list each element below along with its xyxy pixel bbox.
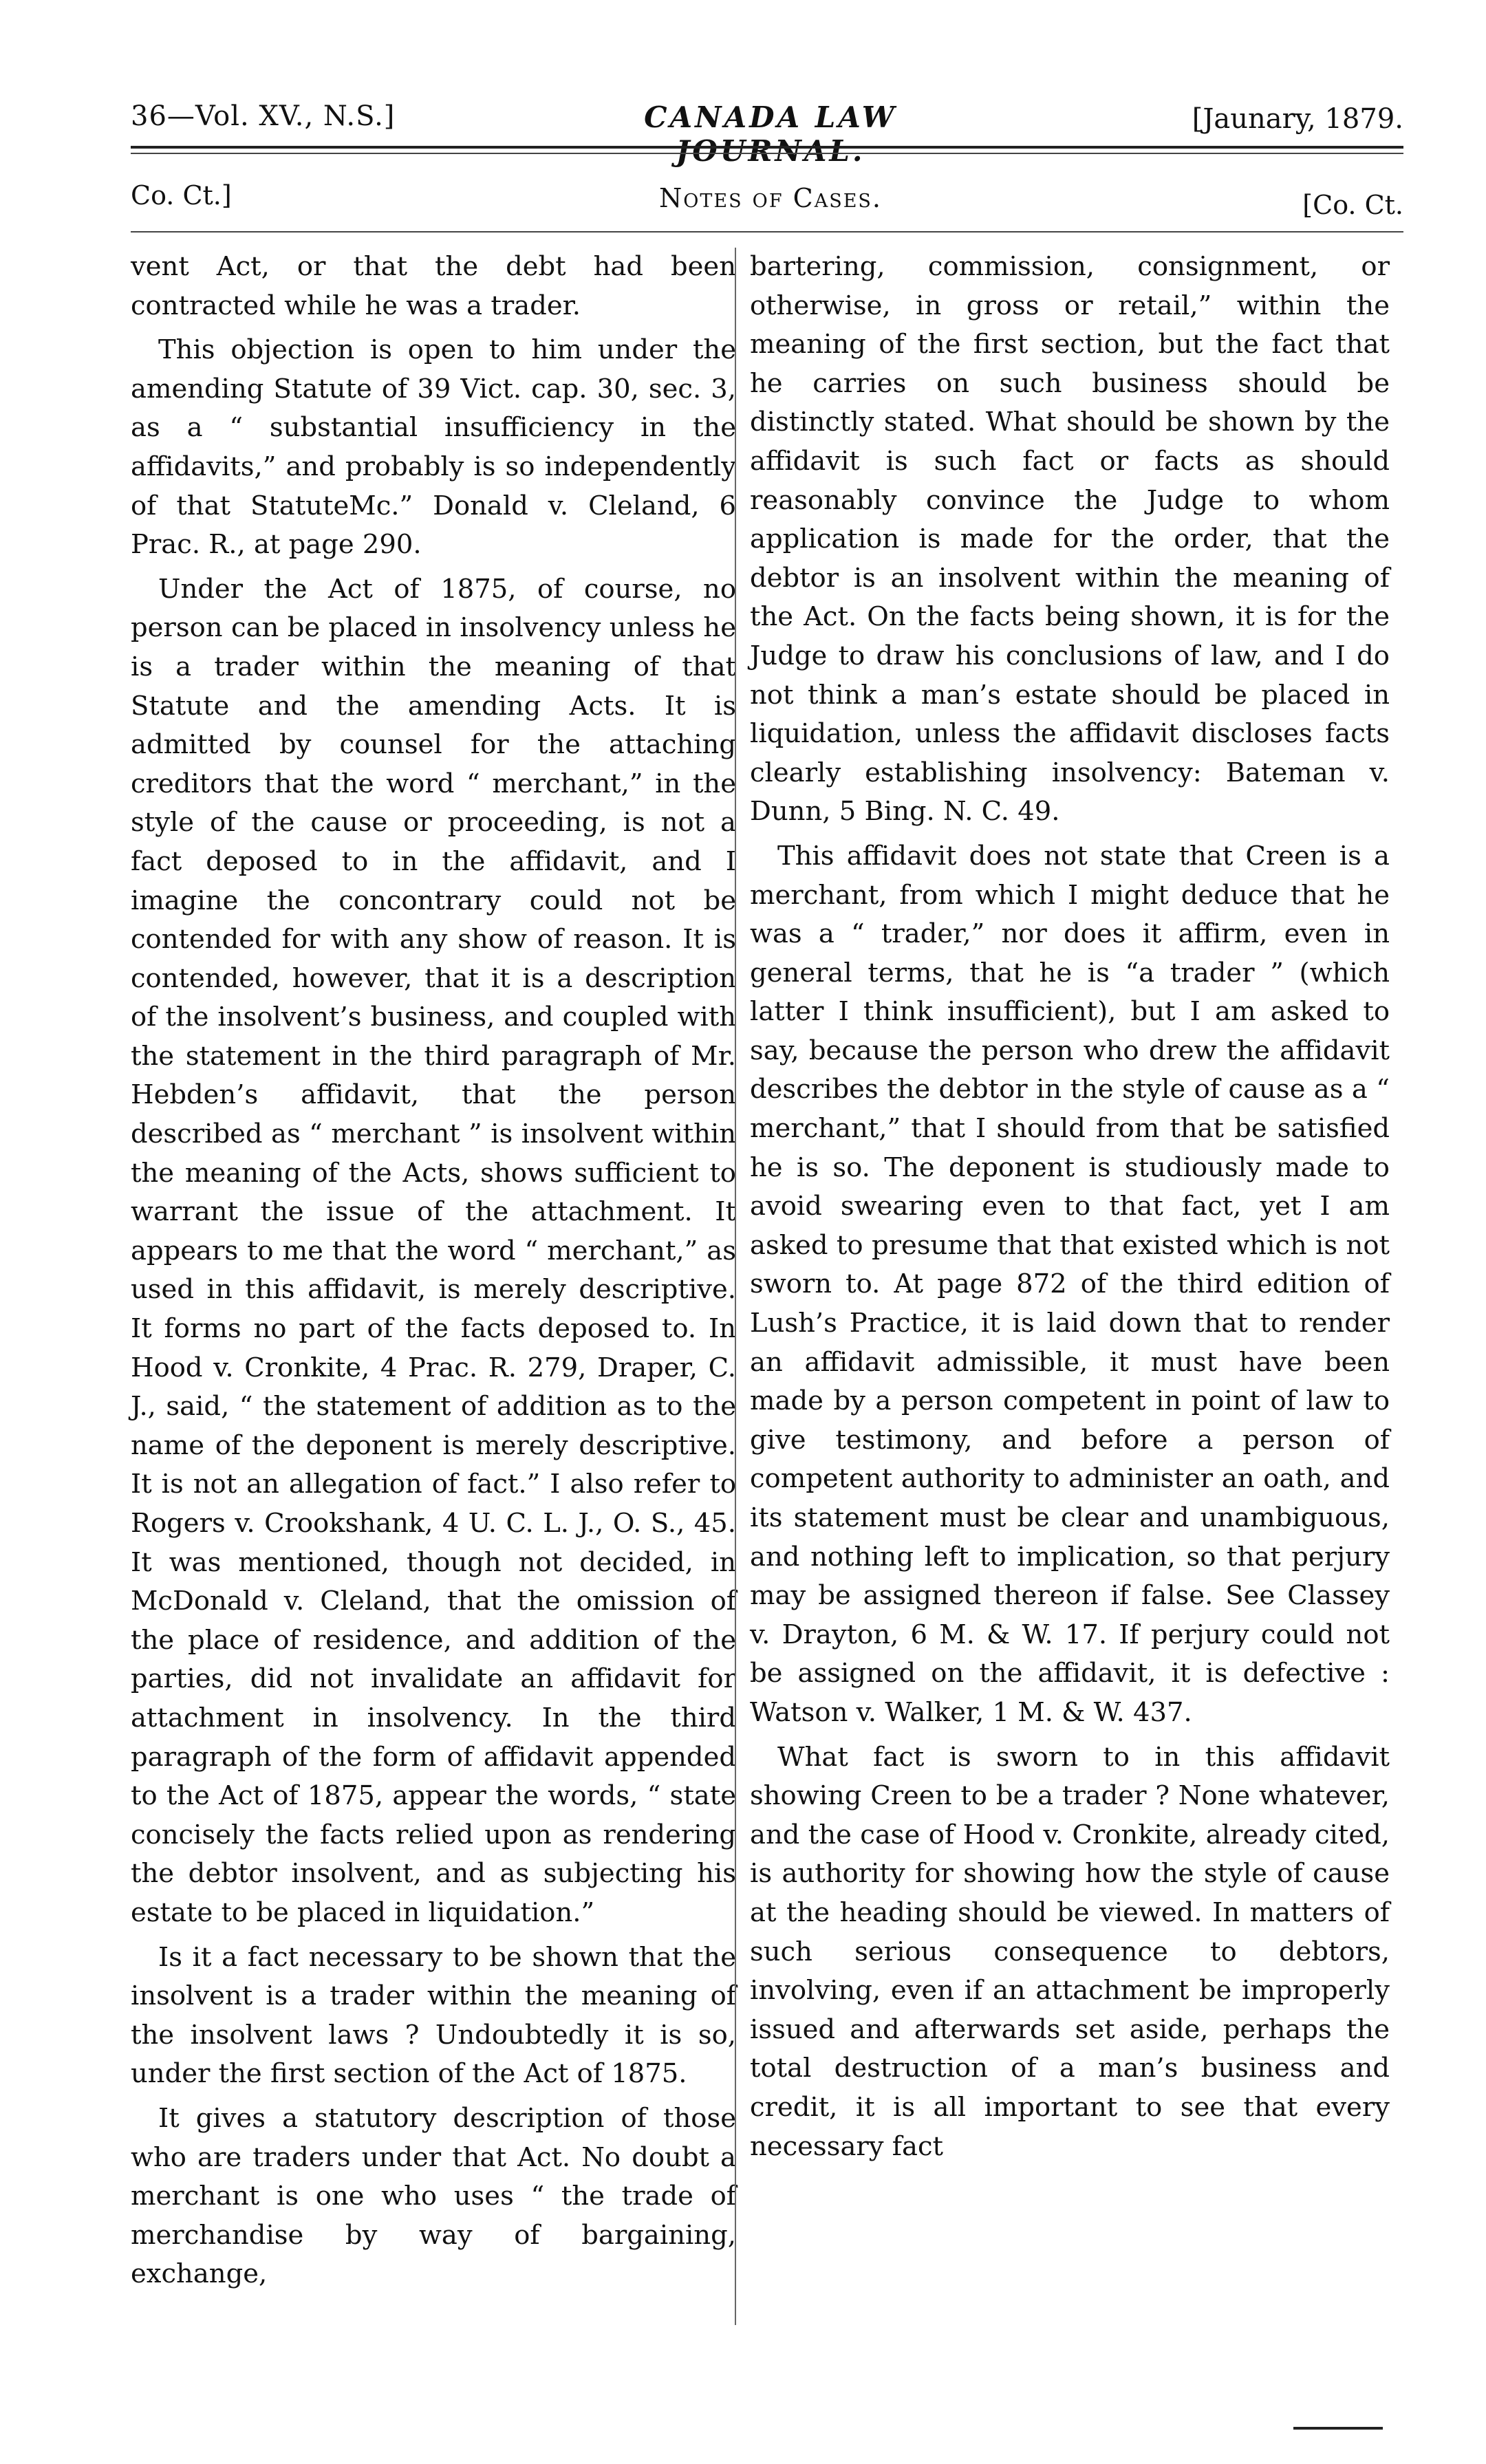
- header-volume: 36—Vol. XV., N.S.]: [131, 100, 396, 132]
- header-rule-thin: [131, 153, 1403, 154]
- column-divider: [735, 248, 736, 2325]
- header-date: [Jaunary, 1879.: [1192, 103, 1403, 135]
- section-rule: [131, 231, 1403, 233]
- left-paragraph-5: It gives a statutory description of those who are traders under that Act. No doubt a merchant is one who uses “ the trade of merchandise by way of bargaining, exchange,: [131, 2102, 736, 2290]
- left-paragraph-4: Is it a fact necessary to be shown that the insolvent is a trader within the meaning of the insolvent laws ? Undoubtedly it is so, under the first section of the Act of 1875.: [131, 1941, 736, 2090]
- section-court-right: [Co. Ct.: [1302, 190, 1403, 220]
- right-paragraph-1: bartering, commission, consignment, or otherwise, in gross or retail,” within the meaning of the first section, but the fact that he carries on such business should be distinctly stated. What should be shown by the affidavit is such fact or facts as should reasonably convince the Judge to whom application is made for the order, that the debtor is an insolvent within the meaning of the Act. On the facts being shown, it is for the Judge to draw his conclusions of law, and I do not think a man’s estate should be placed in liquidation, unless the affidavit discloses facts clearly establishing insolvency: Bateman v. Dunn, 5 Bing. N. C. 49.: [750, 251, 1390, 828]
- left-paragraph-3: Under the Act of 1875, of course, no person can be placed in insolvency unless he is a trader within the meaning of that Statute and the amending Acts. It is admitted by counsel for the attaching creditors that the word “ merchant,” in the style of the cause or proceeding, is not a fact deposed to in the affidavit, and I imagine the concontrary could not be contended for with any show of reason. It is contended, however, that it is a description of the insolvent’s business, and coupled with the statement in the third paragraph of Mr. Hebden’s affidavit, that the person described as “ merchant ” is insolvent within the meaning of the Acts, shows sufficient to warrant the issue of the attachment. It appears to me that the word “ merchant,” as used in this affidavit, is merely descriptive. It forms no part of the facts deposed to. In Hood v. Cronkite, 4 Prac. R. 279, Draper, C. J., said, “ the statement of addition as to the name of the deponent is merely descriptive. It is not an allegation of fact.” I also refer to Rogers v. Crookshank, 4 U. C. L. J., O. S., 45. It was mentioned, though not decided, in McDonald v. Cleland, that the omission of the place of residence, and addition of the parties, did not invalidate an affidavit for attachment in insolvency. In the third paragraph of the form of affidavit appended to the Act of 1875, appear the words, “ state concisely the facts relied upon as rendering the debtor insolvent, and as subjecting his estate to be placed in liquidation.”: [131, 573, 736, 1928]
- right-paragraph-3: What fact is sworn to in this affidavit showing Creen to be a trader ? None whatever, and the case of Hood v. Cronkite, already cited, is authority for showing how the style of cause at the heading should be viewed. In matters of such serious consequence to debtors, involving, even if an attachment be improperly issued and afterwards set aside, perhaps the total destruction of a man’s business and credit, it is all important to see that every necessary fact: [750, 1741, 1390, 2162]
- right-paragraph-2: This affidavit does not state that Creen is a merchant, from which I might deduce that he was a “ trader,” nor does it affirm, even in general terms, that he is “a trader ” (which latter I think insufficient), but I am asked to say, because the person who drew the affidavit describes the debtor in the style of cause as a “ merchant,” that I should from that be satisfied he is so. The deponent is studiously made to avoid swearing even to that fact, yet I am asked to presume that that existed which is not sworn to. At page 872 of the third edition of Lush’s Practice, it is laid down that to render an affidavit admissible, it must have been made by a person competent in point of law to give testimony, and before a person of competent authority to administer an oath, and its statement must be clear and unambiguous, and nothing left to implication, so that perjury may be assigned thereon if false. See Classey v. Drayton, 6 M. & W. 17. If perjury could not be assigned on the affidavit, it is defective : Watson v. Walker, 1 M. & W. 437.: [750, 840, 1390, 1728]
- section-header: [131, 180, 1403, 221]
- left-column: [131, 248, 736, 2300]
- running-header: [131, 95, 1403, 168]
- page-end-mark: [1293, 2427, 1383, 2430]
- section-court-left: Co. Ct.]: [131, 180, 232, 210]
- left-paragraph-2: This objection is open to him under the amending Statute of 39 Vict. cap. 30, sec. 3, as a “ substantial insufficiency in the affidavits,” and probably is so independently of that StatuteMc.” Donald v. Cleland, 6 Prac. R., at page 290.: [131, 334, 736, 561]
- header-rule-thick: [131, 146, 1403, 149]
- header-journal-title: CANADA LAW JOURNAL.: [644, 100, 897, 168]
- left-paragraph-1: vent Act, or that the debt had been contracted while he was a trader.: [131, 251, 736, 321]
- section-title: Notes of Cases.: [659, 183, 882, 213]
- right-column: [750, 248, 1390, 2172]
